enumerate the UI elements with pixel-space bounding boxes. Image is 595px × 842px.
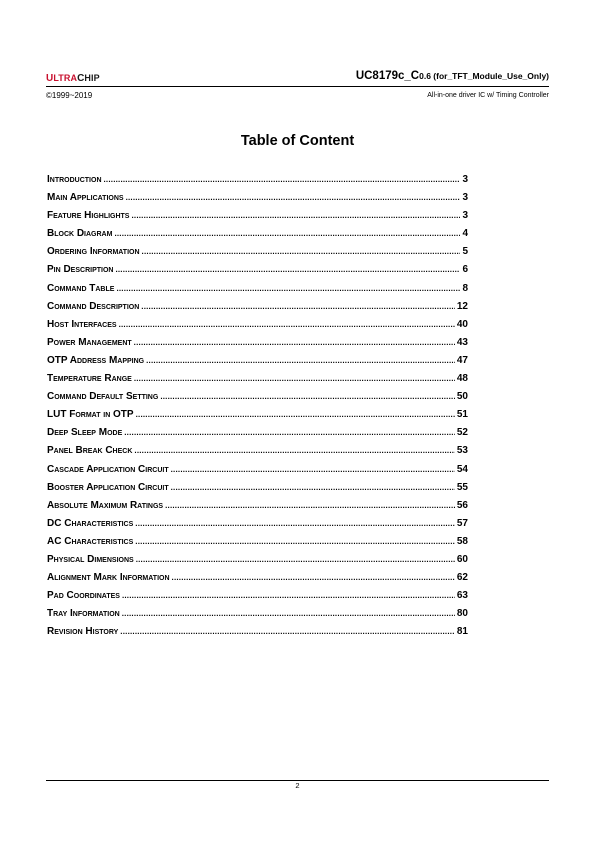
- toc-entry[interactable]: [47, 264, 468, 282]
- logo-ultra: ULTRA: [46, 73, 78, 84]
- document-title: [356, 70, 549, 82]
- toc-dot-leader: [114, 229, 460, 238]
- toc-entry-title: OTP Address Mapping: [47, 354, 145, 366]
- toc-dot-leader: [122, 609, 455, 618]
- toc-dot-leader: [134, 446, 454, 455]
- toc-dot-leader: [136, 555, 455, 564]
- toc-entry[interactable]: [47, 409, 468, 427]
- toc-entry-page: 56: [456, 499, 468, 511]
- toc-entry[interactable]: [47, 355, 468, 373]
- toc-entry[interactable]: [47, 590, 468, 608]
- toc-entry-page: 47: [456, 354, 468, 366]
- toc-dot-leader: [172, 573, 455, 582]
- toc-dot-leader: [115, 265, 460, 274]
- toc-entry-title: Panel Break Check: [47, 445, 133, 457]
- toc-entry[interactable]: [47, 319, 468, 337]
- toc-dot-leader: [119, 320, 455, 329]
- toc-entry[interactable]: [47, 210, 468, 228]
- toc-dot-leader: [134, 338, 455, 347]
- toc-entry-title: Host Interfaces: [47, 318, 117, 330]
- toc-entry-title: Feature Highlights: [47, 210, 130, 222]
- toc-entry-page: 55: [456, 481, 468, 493]
- toc-dot-leader: [122, 591, 455, 600]
- toc-dot-leader: [135, 519, 455, 528]
- toc-entry[interactable]: [47, 554, 468, 572]
- toc-dot-leader: [126, 193, 461, 202]
- toc-entry-page: 53: [456, 445, 468, 457]
- toc-entry-title: Introduction: [47, 174, 102, 185]
- toc-entry-title: DC Characteristics: [47, 517, 134, 529]
- toc-dot-leader: [160, 392, 455, 401]
- toc-entry[interactable]: [47, 192, 468, 210]
- toc-dot-leader: [131, 211, 460, 220]
- toc-entry[interactable]: [47, 626, 468, 644]
- toc-entry-title: Command Table: [47, 282, 115, 294]
- header-divider: [46, 86, 549, 87]
- toc-entry-page: 3: [462, 210, 468, 222]
- toc-entry[interactable]: [47, 572, 468, 590]
- toc-entry[interactable]: [47, 464, 468, 482]
- toc-entry-title: Booster Application Circuit: [47, 481, 169, 493]
- toc-dot-leader: [134, 374, 455, 383]
- toc-entry-title: Temperature Range: [47, 373, 132, 385]
- toc-entry[interactable]: [47, 518, 468, 536]
- toc-entry[interactable]: [47, 246, 468, 264]
- toc-entry-page: 62: [456, 572, 468, 584]
- toc-entry[interactable]: [47, 608, 468, 626]
- toc-entry[interactable]: [47, 301, 468, 319]
- toc-entry-page: 52: [456, 427, 468, 439]
- document-subtitle: All-in-one driver IC w/ Timing Controller: [427, 92, 549, 99]
- toc-entry-title: Ordering Information: [47, 246, 140, 258]
- toc-entry-page: 5: [462, 246, 468, 258]
- toc-entry-title: Tray Information: [47, 608, 120, 620]
- toc-entry[interactable]: [47, 500, 468, 518]
- toc-entry-page: 80: [456, 608, 468, 620]
- toc-dot-leader: [171, 465, 455, 474]
- toc-entry-page: 50: [456, 391, 468, 403]
- logo-chip: CHIP: [77, 73, 100, 84]
- toc-entry-title: Revision History: [47, 626, 119, 638]
- toc-dot-leader: [171, 483, 455, 492]
- table-of-contents: [47, 174, 468, 644]
- toc-entry-page: 12: [456, 300, 468, 312]
- toc-dot-leader: [120, 627, 455, 636]
- toc-entry-title: Pad Coordinates: [47, 590, 120, 602]
- toc-entry-title: Physical Dimensions: [47, 553, 134, 565]
- toc-entry-page: 51: [456, 409, 468, 421]
- toc-entry-page: 43: [456, 336, 468, 348]
- toc-entry-title: Main Applications: [47, 192, 124, 204]
- toc-entry[interactable]: [47, 536, 468, 554]
- doc-version-note: 0.6 (for_TFT_Module_Use_Only): [419, 71, 549, 81]
- doc-id: UC8179c_C: [355, 70, 420, 82]
- toc-entry-title: Alignment Mark Information: [47, 572, 170, 584]
- toc-entry-page: 8: [462, 282, 468, 294]
- toc-dot-leader: [135, 537, 455, 546]
- toc-entry[interactable]: [47, 337, 468, 355]
- toc-entry-title: Power Management: [47, 336, 132, 348]
- toc-dot-leader: [142, 247, 461, 256]
- toc-entry-title: Cascade Application Circuit: [47, 463, 169, 475]
- toc-entry-page: 3: [462, 192, 468, 204]
- toc-entry[interactable]: [47, 283, 468, 301]
- toc-entry-title: LUT Format in OTP: [47, 409, 134, 421]
- toc-entry[interactable]: [47, 373, 468, 391]
- toc-entry-page: 3: [462, 174, 468, 185]
- toc-entry-page: 57: [456, 517, 468, 529]
- toc-entry[interactable]: [47, 391, 468, 409]
- toc-entry-title: Deep Sleep Mode: [47, 427, 123, 439]
- toc-dot-leader: [116, 284, 460, 293]
- toc-entry[interactable]: [47, 427, 468, 445]
- toc-entry-page: 4: [462, 228, 468, 240]
- toc-entry-title: AC Characteristics: [47, 535, 134, 547]
- toc-dot-leader: [104, 175, 461, 184]
- toc-entry-title: Absolute Maximum Ratings: [47, 499, 164, 511]
- ultrachip-logo: [46, 73, 100, 84]
- toc-entry-page: 40: [456, 318, 468, 330]
- copyright-text: ©1999~2019: [46, 91, 93, 100]
- toc-entry[interactable]: [47, 482, 468, 500]
- toc-entry-page: 58: [456, 535, 468, 547]
- toc-entry[interactable]: [47, 445, 468, 463]
- toc-dot-leader: [165, 501, 455, 510]
- toc-entry[interactable]: [47, 228, 468, 246]
- page-number: 2: [295, 781, 300, 790]
- toc-entry-page: 60: [456, 553, 468, 565]
- toc-entry-page: 48: [456, 373, 468, 385]
- toc-dot-leader: [146, 356, 455, 365]
- toc-entry-page: 54: [456, 463, 468, 475]
- toc-entry-title: Block Diagram: [47, 228, 113, 240]
- toc-entry-title: Command Default Setting: [47, 391, 159, 403]
- toc-dot-leader: [136, 410, 455, 419]
- toc-entry-title: Pin Description: [47, 264, 114, 276]
- toc-heading: Table of Content: [240, 133, 355, 149]
- toc-dot-leader: [141, 302, 455, 311]
- toc-dot-leader: [124, 428, 455, 437]
- toc-entry-title: Command Description: [47, 300, 140, 312]
- toc-entry-page: 63: [456, 590, 468, 602]
- toc-entry-page: 6: [462, 264, 468, 276]
- toc-entry-page: 81: [456, 626, 468, 638]
- toc-entry[interactable]: [47, 174, 468, 192]
